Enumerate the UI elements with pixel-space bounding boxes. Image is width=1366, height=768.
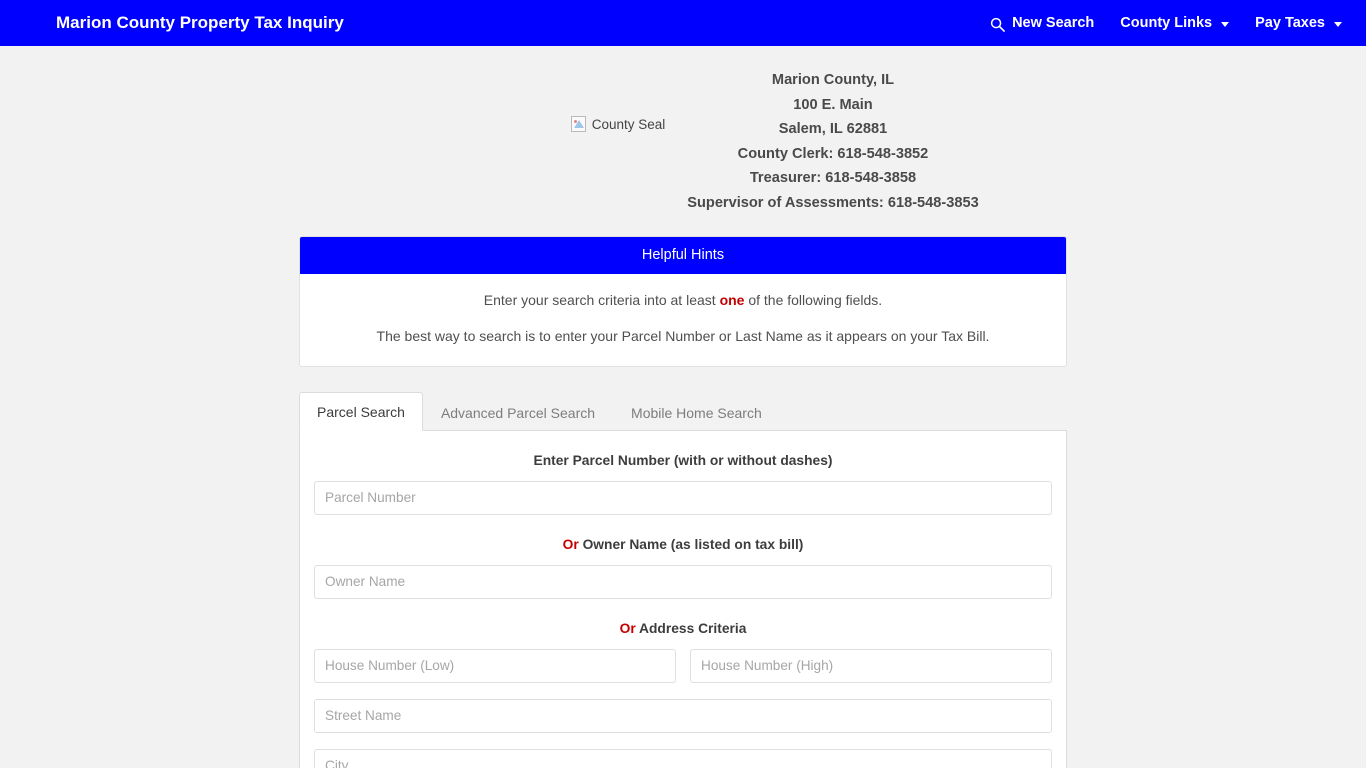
broken-image-icon: [571, 116, 586, 132]
hint-line-1-post: of the following fields.: [744, 291, 883, 308]
city-input[interactable]: [314, 749, 1052, 768]
tab-advanced-parcel-search[interactable]: Advanced Parcel Search: [440, 404, 596, 421]
hint-emphasis-one: one: [719, 291, 745, 308]
county-seal-alt-text: County Seal: [591, 116, 666, 132]
nav-label-pay-taxes: Pay Taxes: [1255, 15, 1325, 31]
tab-mobile-home-search[interactable]: Mobile Home Search: [631, 404, 762, 421]
top-navbar: [0, 0, 1366, 46]
hint-line-1-pre: Enter your search criteria into at least: [483, 291, 720, 308]
nav-item-county-links[interactable]: [1120, 15, 1229, 31]
owner-label-text: Owner Name (as listed on tax bill): [578, 536, 804, 552]
nav-item-pay-taxes[interactable]: [1255, 15, 1342, 31]
helpful-hints-body: [300, 274, 1066, 366]
address-criteria-label: [314, 621, 1052, 636]
address-label-text: Address Criteria: [635, 620, 747, 636]
supervisor-of-assessments-phone: Supervisor of Assessments: 618-548-3853: [687, 194, 979, 211]
parcel-number-input[interactable]: [314, 481, 1052, 515]
search-tabs: [299, 391, 1067, 431]
hint-line-1: [320, 290, 1046, 310]
owner-name-input[interactable]: [314, 565, 1052, 599]
nav-label-new-search: New Search: [1012, 15, 1095, 31]
nav-item-new-search[interactable]: [990, 15, 1094, 31]
search-icon: [990, 17, 1005, 32]
county-clerk-phone: County Clerk: 618-548-3852: [737, 145, 929, 162]
nav-label-county-links: County Links: [1120, 15, 1213, 31]
parcel-number-label: Enter Parcel Number (with or without dashes): [533, 452, 833, 468]
street-name-input[interactable]: [314, 699, 1052, 733]
county-street: 100 E. Main: [793, 96, 873, 113]
tab-parcel-search[interactable]: Parcel Search: [299, 392, 423, 431]
house-number-low-wrap: [314, 649, 676, 683]
county-seal-container: [387, 68, 687, 132]
helpful-hints-panel: [299, 236, 1067, 367]
county-seal-image: [571, 116, 666, 132]
county-header: [0, 46, 1366, 216]
county-contact-info: [687, 68, 978, 216]
navbar-links: [990, 15, 1342, 31]
address-or-prefix: Or: [619, 620, 636, 636]
search-tabs-container: [299, 391, 1067, 431]
spacer: [314, 683, 1052, 699]
house-number-high-wrap: [690, 649, 1052, 683]
owner-name-label: [314, 537, 1052, 552]
spacer: [314, 733, 1052, 749]
hint-line-2: The best way to search is to enter your Parcel Number or Last Name as it appears on your Tax Bill.: [376, 327, 990, 344]
owner-or-prefix: Or: [562, 536, 579, 552]
house-number-low-input[interactable]: [314, 649, 676, 683]
county-name: Marion County, IL: [771, 72, 895, 88]
treasurer-phone: Treasurer: 618-548-3858: [749, 170, 917, 187]
helpful-hints-title: Helpful Hints: [300, 237, 1066, 274]
county-city-state-zip: Salem, IL 62881: [778, 121, 888, 138]
site-brand: Marion County Property Tax Inquiry: [56, 13, 344, 32]
chevron-down-icon: [1221, 22, 1229, 27]
house-number-high-input[interactable]: [690, 649, 1052, 683]
house-number-range-row: [314, 649, 1052, 683]
chevron-down-icon: [1334, 22, 1342, 27]
parcel-search-form: [299, 431, 1067, 768]
